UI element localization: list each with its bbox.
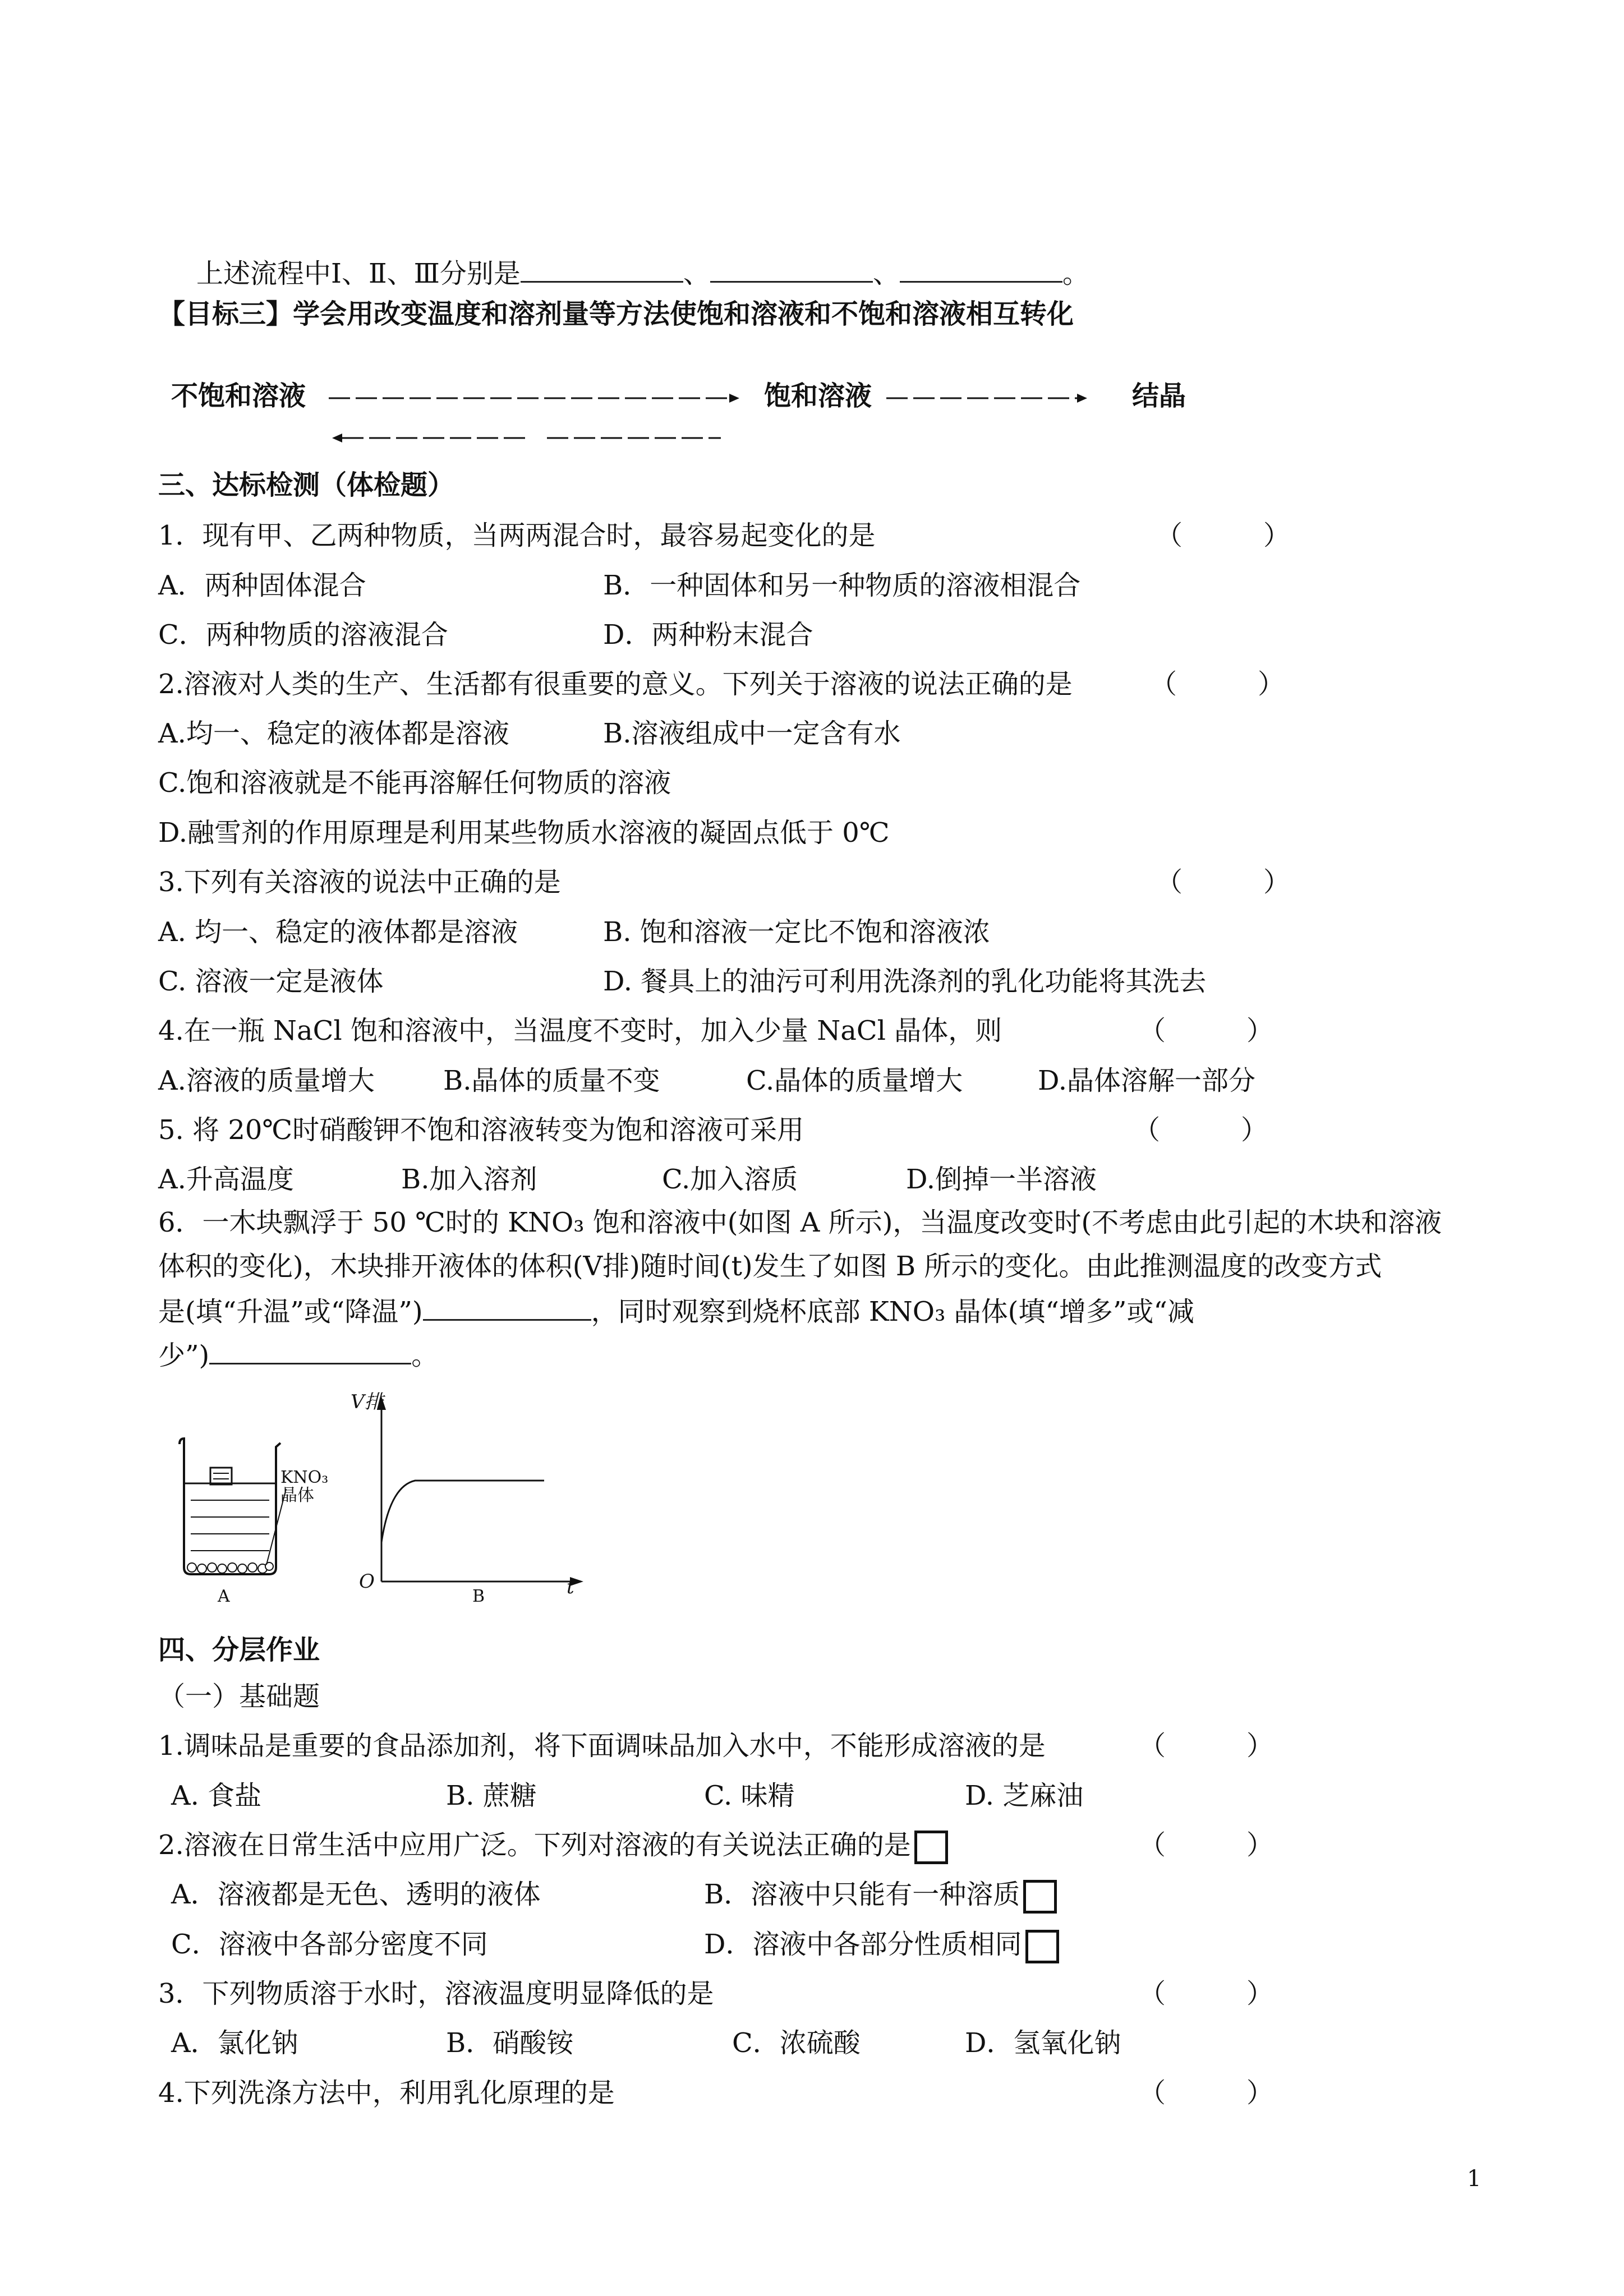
option-a[interactable]: A.升高温度 bbox=[158, 1164, 294, 1195]
answer-paren[interactable]: （ ） bbox=[1150, 668, 1285, 700]
checkbox-square[interactable] bbox=[1025, 1930, 1059, 1963]
option-c[interactable]: C.饱和溶液就是不能再溶解任何物质的溶液 bbox=[158, 767, 671, 799]
option-c[interactable]: C．浓硫酸 bbox=[732, 2027, 861, 2059]
q4-2-stem bbox=[158, 1828, 948, 1864]
q3-5-stem: 5. 将 20℃时硝酸钾不饱和溶液转变为饱和溶液可采用 bbox=[158, 1114, 804, 1146]
q3-6-line2: 体积的变化)，木块排开液体的体积(V排)随时间(t)发生了如图 B 所示的变化。由此推测温度的改变方式 bbox=[158, 1251, 1382, 1282]
crystals bbox=[187, 1562, 273, 1573]
answer-paren[interactable]: （ ） bbox=[1133, 1114, 1268, 1146]
page-number: 1 bbox=[1467, 2166, 1482, 2192]
option-d[interactable]: D．氢氧化钠 bbox=[965, 2027, 1121, 2059]
option-d-text: D．溶液中各部分性质相同 bbox=[704, 1929, 1022, 1960]
answer-paren[interactable]: （ ） bbox=[1139, 1829, 1274, 1861]
answer-paren[interactable]: （ ） bbox=[1139, 2077, 1274, 2109]
option-b[interactable]: B．硝酸铵 bbox=[446, 2027, 574, 2059]
q4-2-text: 2.溶液在日常生活中应用广泛。下列对溶液的有关说法正确的是 bbox=[158, 1829, 911, 1861]
option-a[interactable]: A．氯化钠 bbox=[171, 2027, 298, 2059]
q3-6-prompt-c: 少”) bbox=[158, 1340, 210, 1371]
option-b[interactable]: B.晶体的质量不变 bbox=[443, 1065, 660, 1096]
period: 。 bbox=[411, 1340, 439, 1371]
option-b[interactable]: B.溶液组成中一定含有水 bbox=[603, 718, 901, 749]
answer-blank-1[interactable] bbox=[521, 255, 683, 283]
checkbox-square[interactable] bbox=[1023, 1880, 1057, 1914]
answer-blank-3[interactable] bbox=[900, 255, 1062, 283]
wood-block bbox=[210, 1468, 232, 1484]
option-a[interactable]: A. 食盐 bbox=[171, 1780, 262, 1811]
q3-1-stem: 1．现有甲、乙两种物质，当两两混合时，最容易起变化的是 bbox=[158, 520, 876, 551]
option-b[interactable]: B．一种固体和另一种物质的溶液相混合 bbox=[603, 570, 1081, 601]
option-a[interactable]: A.溶液的质量增大 bbox=[158, 1065, 375, 1096]
q3-6-line3 bbox=[158, 1293, 1194, 1329]
q3-6-line4 bbox=[158, 1337, 438, 1372]
option-a[interactable]: A．溶液都是无色、透明的液体 bbox=[171, 1879, 541, 1910]
conversion-arrows bbox=[325, 381, 1139, 449]
q3-6-line1: 6．一木块飘浮于 50 ℃时的 KNO₃ 饱和溶液中(如图 A 所示)，当温度改变时(不考虑由此引起的木块和溶液 bbox=[158, 1207, 1442, 1238]
q3-2-stem: 2.溶液对人类的生产、生活都有很重要的意义。下列关于溶液的说法正确的是 bbox=[158, 668, 1073, 700]
option-c[interactable]: C．两种物质的溶液混合 bbox=[158, 619, 448, 651]
option-d[interactable] bbox=[704, 1928, 1059, 1963]
q3-4-stem: 4.在一瓶 NaCl 饱和溶液中，当温度不变时，加入少量 NaCl 晶体，则 bbox=[158, 1015, 1002, 1046]
figure-b-graph bbox=[348, 1391, 595, 1610]
option-d[interactable]: D. 芝麻油 bbox=[965, 1780, 1084, 1811]
option-b[interactable]: B. 蔗糖 bbox=[446, 1780, 537, 1811]
option-d[interactable]: D. 餐具上的油污可利用洗涤剂的乳化功能将其洗去 bbox=[603, 966, 1207, 997]
option-c[interactable]: C. 味精 bbox=[704, 1780, 795, 1811]
answer-paren[interactable]: （ ） bbox=[1156, 866, 1291, 898]
q4-4-stem: 4.下列洗涤方法中，利用乳化原理的是 bbox=[158, 2077, 615, 2109]
option-a[interactable]: A．两种固体混合 bbox=[158, 570, 366, 601]
checkbox-square[interactable] bbox=[914, 1831, 948, 1864]
option-b[interactable] bbox=[704, 1878, 1057, 1914]
saturated-label: 饱和溶液 bbox=[764, 380, 872, 412]
separator: 、 bbox=[872, 258, 900, 289]
answer-paren[interactable]: （ ） bbox=[1139, 1015, 1274, 1046]
origin-label: O bbox=[359, 1570, 375, 1593]
flow-question-line bbox=[196, 255, 1089, 291]
period: 。 bbox=[1062, 258, 1089, 289]
option-c[interactable]: C．溶液中各部分密度不同 bbox=[171, 1929, 488, 1960]
answer-blank-temp[interactable] bbox=[423, 1293, 591, 1321]
unsaturated-label: 不饱和溶液 bbox=[171, 380, 306, 412]
crystal-label: 晶体 bbox=[280, 1486, 314, 1505]
option-b[interactable]: B. 饱和溶液一定比不饱和溶液浓 bbox=[603, 916, 990, 948]
separator: 、 bbox=[683, 258, 710, 289]
answer-paren[interactable]: （ ） bbox=[1139, 1730, 1274, 1762]
option-c[interactable]: C.晶体的质量增大 bbox=[746, 1065, 963, 1096]
figure-a-label: A bbox=[218, 1587, 230, 1606]
volume-curve bbox=[381, 1481, 544, 1542]
q4-3-stem: 3．下列物质溶于水时，溶液温度明显降低的是 bbox=[158, 1978, 714, 2009]
q3-3-stem: 3.下列有关溶液的说法中正确的是 bbox=[158, 866, 561, 898]
option-b[interactable]: B.加入溶剂 bbox=[401, 1164, 537, 1195]
section3-heading: 三、达标检测（体检题） bbox=[158, 469, 455, 501]
flow-question-text: 上述流程中Ⅰ、Ⅱ、Ⅲ分别是 bbox=[196, 258, 521, 289]
section4-subheading: （一）基础题 bbox=[158, 1681, 320, 1712]
answer-paren[interactable]: （ ） bbox=[1139, 1978, 1274, 2009]
option-b-text: B．溶液中只能有一种溶质 bbox=[704, 1879, 1020, 1910]
goal3-title: 【目标三】学会用改变温度和溶剂量等方法使饱和溶液和不饱和溶液相互转化 bbox=[158, 298, 1074, 330]
answer-paren[interactable]: （ ） bbox=[1156, 520, 1291, 551]
option-a[interactable]: A. 均一、稳定的液体都是溶液 bbox=[158, 916, 518, 948]
option-c[interactable]: C. 溶液一定是液体 bbox=[158, 966, 384, 997]
figure-a-beaker bbox=[168, 1433, 348, 1612]
section4-heading: 四、分层作业 bbox=[158, 1634, 320, 1666]
option-d[interactable]: D.融雪剂的作用原理是利用某些物质水溶液的凝固点低于 0℃ bbox=[158, 817, 890, 849]
option-d[interactable]: D．两种粉末混合 bbox=[603, 619, 813, 651]
q3-6-prompt-a: 是(填“升温”或“降温”) bbox=[158, 1296, 423, 1327]
q4-1-stem: 1.调味品是重要的食品添加剂，将下面调味品加入水中，不能形成溶液的是 bbox=[158, 1730, 1046, 1762]
option-d[interactable]: D.倒掉一半溶液 bbox=[906, 1164, 1097, 1195]
option-d[interactable]: D.晶体溶解一部分 bbox=[1038, 1065, 1256, 1096]
y-axis-label: V排 bbox=[351, 1391, 384, 1413]
option-c[interactable]: C.加入溶质 bbox=[662, 1164, 798, 1195]
q3-6-prompt-b: ，同时观察到烧杯底部 KNO₃ 晶体(填“增多”或“减 bbox=[591, 1296, 1194, 1327]
option-a[interactable]: A.均一、稳定的液体都是溶液 bbox=[158, 718, 509, 749]
figure-b-label: B bbox=[472, 1587, 485, 1606]
answer-blank-crystal[interactable] bbox=[209, 1337, 411, 1364]
kno3-label: KNO₃ bbox=[280, 1468, 329, 1487]
crystallization-label: 结晶 bbox=[1132, 380, 1186, 412]
x-axis-label: t bbox=[567, 1576, 574, 1598]
answer-blank-2[interactable] bbox=[710, 255, 873, 283]
